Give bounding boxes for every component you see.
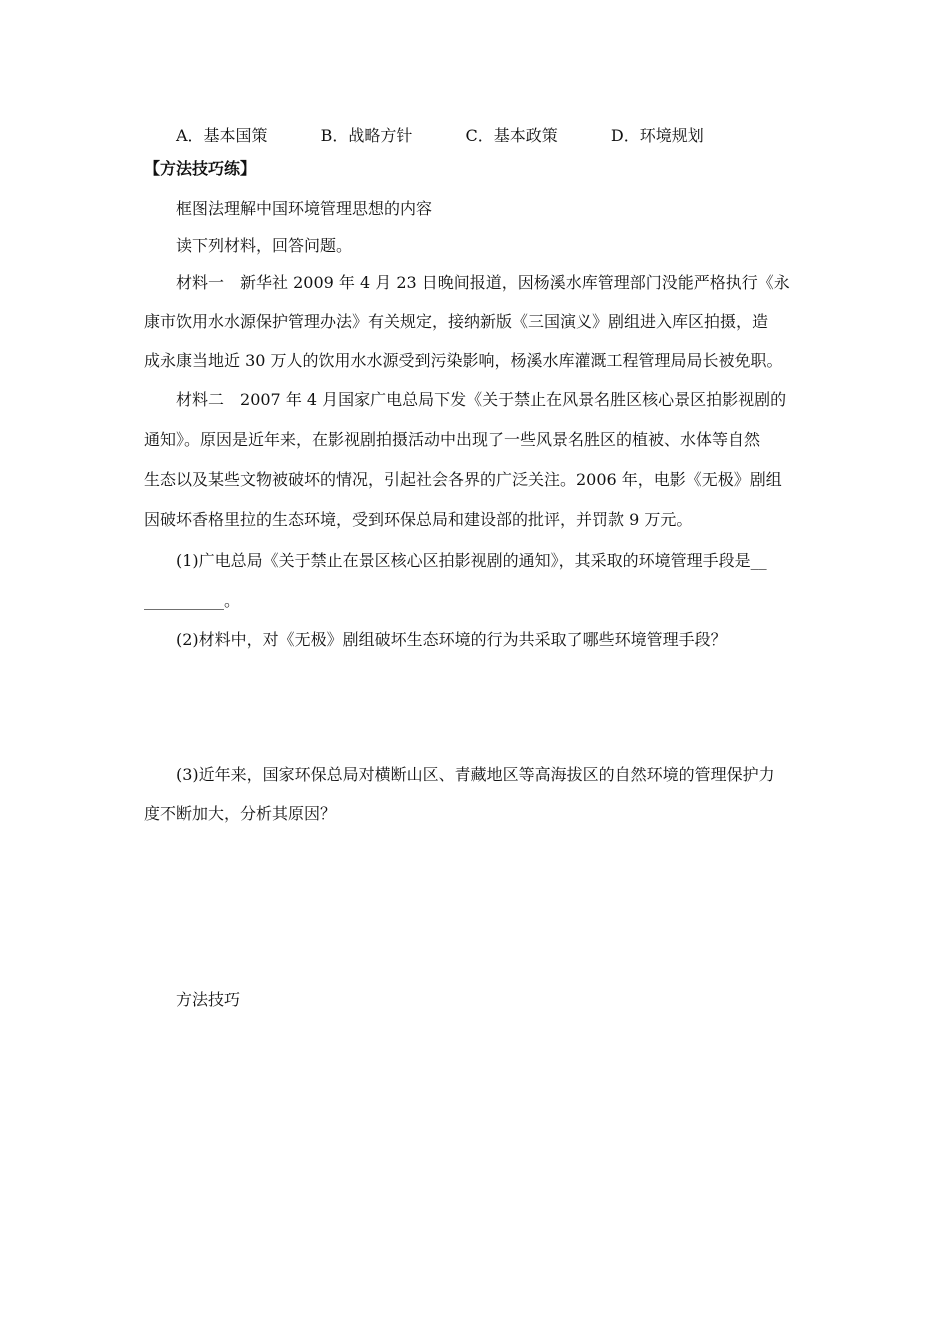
material2-line-3: 生态以及某些文物被破坏的情况，引起社会各界的广泛关注。2006 年，电影《无极》剧组 <box>144 470 782 489</box>
choice-c: C．基本政策 <box>465 126 558 145</box>
material2-line-4: 因破坏香格里拉的生态环境，受到环保总局和建设部的批评，并罚款 9 万元。 <box>144 510 693 529</box>
choice-d: D．环境规划 <box>610 126 704 145</box>
question-2: (2)材料中，对《无极》剧组破坏生态环境的行为共采取了哪些环境管理手段？ <box>176 630 727 649</box>
material1-line-1 <box>176 273 812 293</box>
question-3-line-2: 度不断加大，分析其原因？ <box>144 804 337 823</box>
material1-line-3: 成永康当地近 30 万人的饮用水水源受到污染影响，杨溪水库灌溉工程管理局局长被免职。 <box>144 351 783 370</box>
choice-a: A．基本国策 <box>176 126 268 145</box>
material2-line-1 <box>176 390 812 410</box>
question-1-line-1: (1)广电总局《关于禁止在景区核心区拍影视剧的通知》，其采取的环境管理手段是__ <box>176 551 767 570</box>
question-3-line-1: (3)近年来，国家环保总局对横断山区、青藏地区等高海拔区的自然环境的管理保护力 <box>176 765 775 784</box>
material2-text-1: 2007 年 4 月国家广电总局下发《关于禁止在风景名胜区核心景区拍影视剧的 <box>240 390 787 409</box>
material1-label: 材料一 <box>176 273 225 292</box>
answer-choices <box>176 126 704 146</box>
material1-line-2: 康市饮用水水源保护管理办法》有关规定，接纳新版《三国演义》剧组进入库区拍摄，造 <box>144 312 769 331</box>
choice-b: B．战略方针 <box>320 126 413 145</box>
instruction-line: 读下列材料，回答问题。 <box>176 236 353 255</box>
material2-label: 材料二 <box>176 390 225 409</box>
question-1-line-2: __________。 <box>144 591 241 610</box>
footer-label: 方法技巧 <box>176 990 241 1009</box>
material1-text-1: 新华社 2009 年 4 月 23 日晚间报道，因杨溪水库管理部门没能严格执行《永 <box>240 273 790 292</box>
section-heading: 【方法技巧练】 <box>144 159 257 178</box>
topic-line: 框图法理解中国环境管理思想的内容 <box>176 199 433 218</box>
material2-line-2: 通知》。原因是近年来，在影视剧拍摄活动中出现了一些风景名胜区的植被、水体等自然 <box>144 430 761 449</box>
